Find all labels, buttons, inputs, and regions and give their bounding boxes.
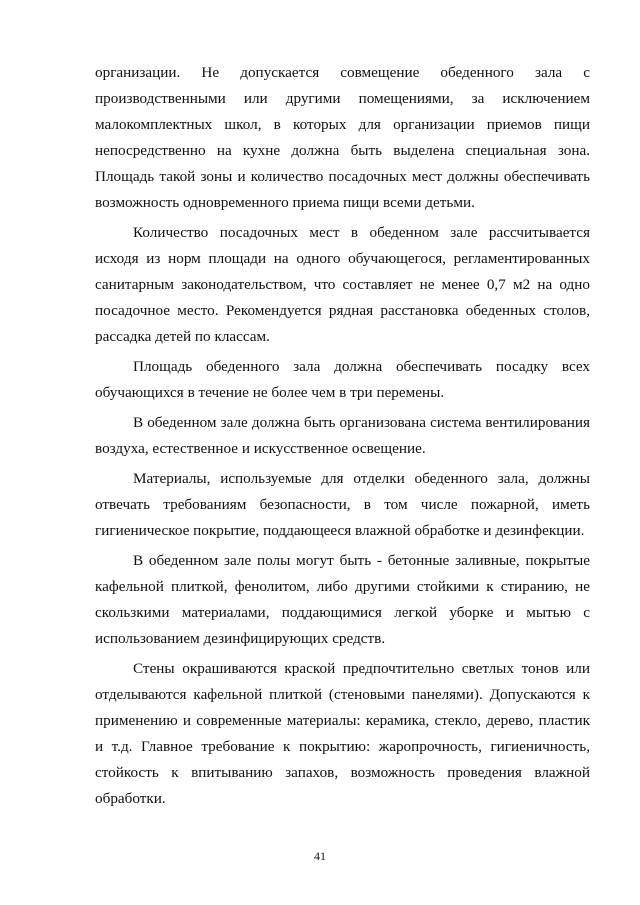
paragraph-4: В обеденном зале должна быть организована система вентилирования воздуха, естественное и искусственное освещение. [95, 414, 590, 457]
paragraph-5: Материалы, используемые для отделки обеденного зала, должны отвечать требованиям безопасности, в том числе пожарной, иметь гигиеническое покрытие, поддающееся влажной обработке и дезинфекции. [95, 470, 590, 539]
paragraph-3: Площадь обеденного зала должна обеспечивать посадку всех обучающихся в течение не более чем в три перемены. [95, 358, 590, 401]
paragraph-2: Количество посадочных мест в обеденном зале рассчитывается исходя из норм площади на одного обучающегося, регламентированных санитарным законодательством, что составляет не менее 0,7 м2 на одно посадочное место. Рекомендуется рядная расстановка обеденных столов, рассадка детей по классам. [95, 224, 590, 345]
paragraph-7: Стены окрашиваются краской предпочтительно светлых тонов или отделываются кафельной плиткой (стеновыми панелями). Допускаются к применению и современные материалы: керамика, стекло, дерево, пластик и т.д. Главное требование к покрытию: жаропрочность, гигиеничность, стойкость к впитыванию запахов, возможность проведения влажной обработки. [95, 660, 590, 807]
paragraph-1: организации. Не допускается совмещение обеденного зала с производственными или другими помещениями, за исключением малокомплектных школ, в которых для организации приемов пищи непосредственно на кухне должна быть выделена специальная зона. Площадь такой зоны и количество посадочных мест должны обеспечивать возможность одновременного приема пищи всеми детьми. [95, 64, 590, 211]
page-number: 41 [314, 849, 326, 863]
paragraph-6: В обеденном зале полы могут быть - бетонные заливные, покрытые кафельной плиткой, фенолитом, либо другими стойкими к стиранию, не скользкими материалами, поддающимися легкой уборке и мытью с использованием дезинфицирующих средств. [95, 552, 590, 647]
